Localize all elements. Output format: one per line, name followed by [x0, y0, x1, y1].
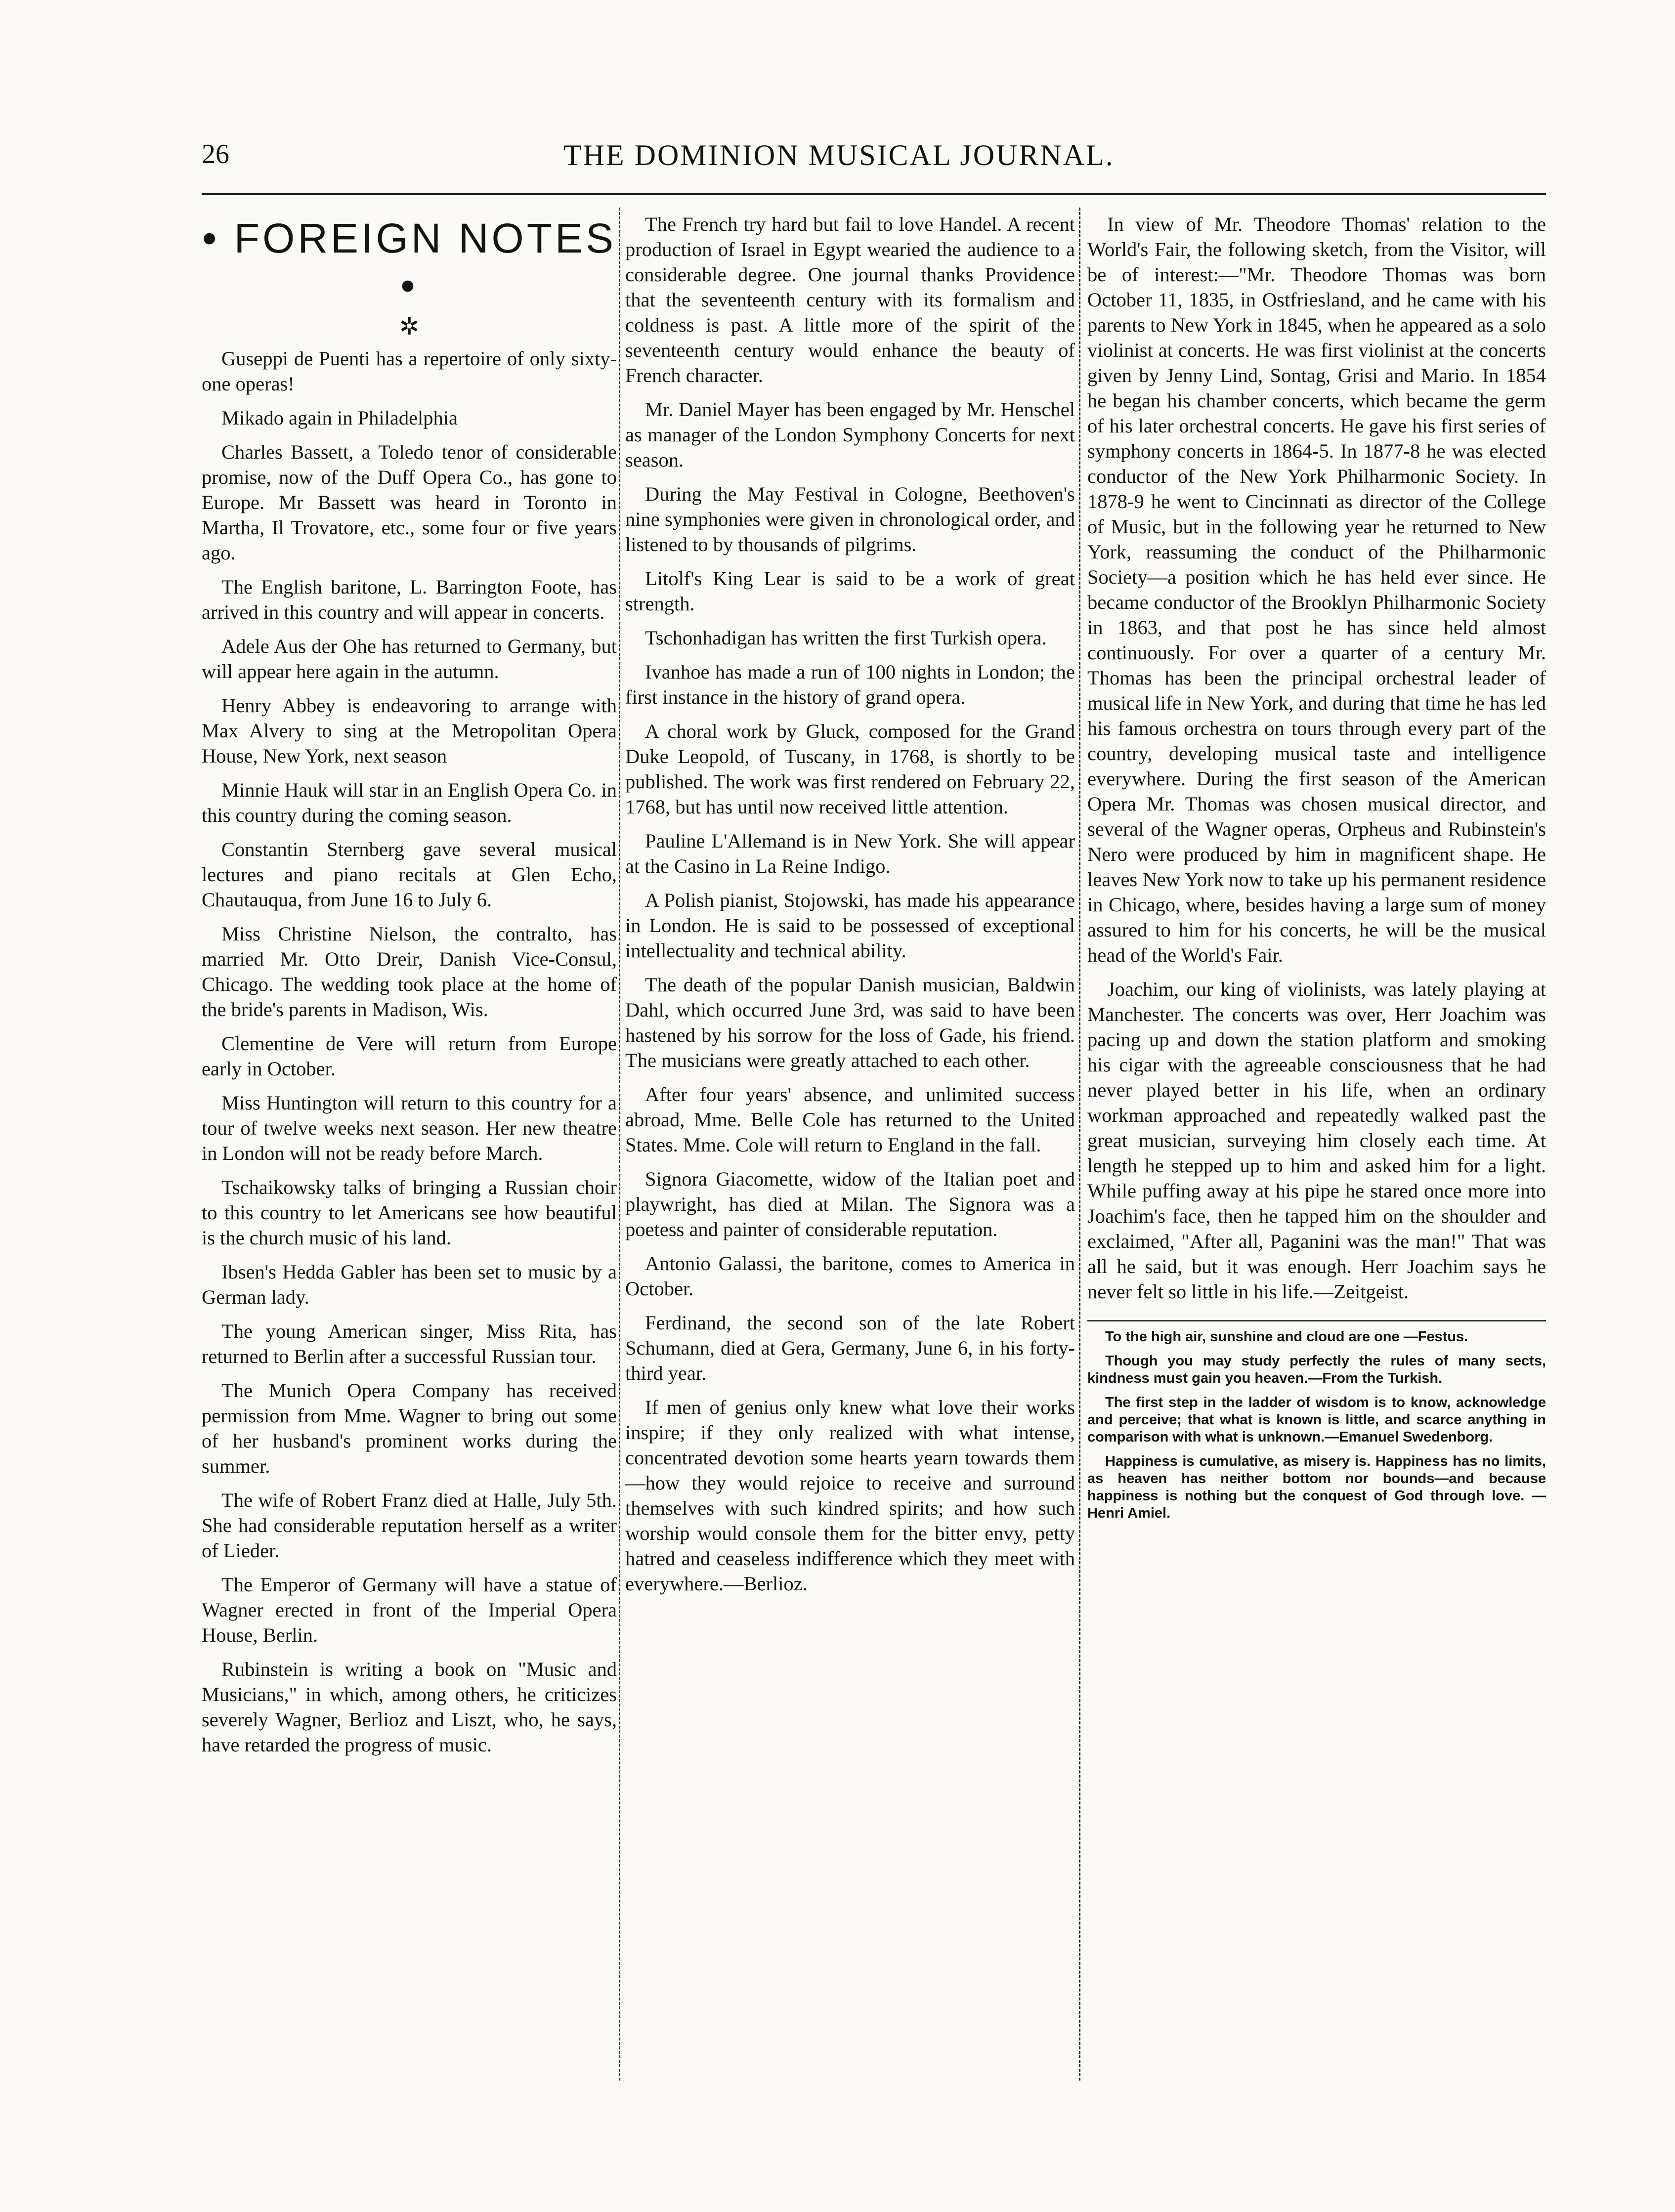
news-item: Adele Aus der Ohe has returned to Germany, but will appear here again in the autumn. [202, 635, 617, 682]
news-item: A Polish pianist, Stojowski, has made his appearance in London. He is said to be possessed of exceptional intellectuality and technical ability. [625, 889, 1075, 962]
news-item: During the May Festival in Cologne, Beethoven's nine symphonies were given in chronological order, and listened to by thousands of pilgrims. [625, 483, 1075, 555]
news-item: Guseppi de Puenti has a repertoire of only sixty-one operas! [202, 347, 617, 395]
notes-list [202, 346, 617, 1757]
news-item: The young American singer, Miss Rita, has returned to Berlin after a successful Russian tour. [202, 1320, 617, 1367]
news-item: The French try hard but fail to love Handel. A recent production of Israel in Egypt wearied the audience to a considerable degree. One journal thanks Providence that the seventeenth century with its formalism and coldness is past. A little more of the spirit of the seventeenth century would enhance the beauty of French character. [625, 213, 1075, 386]
quote-item: Happiness is cumulative, as misery is. Happiness has no limits, as heaven has neither bottom nor bounds—and because happiness is nothing but the conquest of God through love. —Henri Amiel. [1087, 1453, 1546, 1521]
news-item: Litolf's King Lear is said to be a work of great strength. [625, 567, 1075, 615]
news-item: Mr. Daniel Mayer has been engaged by Mr. Henschel as manager of the London Symphony Concerts for next season. [625, 398, 1075, 471]
news-item: The death of the popular Danish musician, Baldwin Dahl, which occurred June 3rd, was said to have been hastened by his sorrow for the loss of Gade, his friend. The musicians were greatly attached to each other. [625, 974, 1075, 1071]
news-item: The Emperor of Germany will have a statue of Wagner erected in front of the Imperial Opera House, Berlin. [202, 1574, 617, 1646]
news-item: Pauline L'Allemand is in New York. She will appear at the Casino in La Reine Indigo. [625, 830, 1075, 877]
news-item: A choral work by Gluck, composed for the Grand Duke Leopold, of Tuscany, in 1768, is shortly to be published. The work was first rendered on February 22, 1768, but has until now received little attention. [625, 720, 1075, 818]
column-foreign-notes [202, 212, 617, 1757]
news-item: The Munich Opera Company has received permission from Mme. Wagner to bring out some of her husband's prominent works during the summer. [202, 1379, 617, 1477]
news-item: Clementine de Vere will return from Europe early in October. [202, 1032, 617, 1080]
news-item: Antonio Galassi, the baritone, comes to America in October. [625, 1252, 1075, 1300]
quote-item: The first step in the ladder of wisdom is to know, acknowledge and perceive; that what is known is little, and scarce anything in comparison with what is unknown.—Emanuel Swedenborg. [1087, 1395, 1546, 1445]
header-rule [202, 193, 1546, 195]
news-item: Tschaikowsky talks of bringing a Russian choir to this country to let Americans see how beautiful is the church music of his land. [202, 1176, 617, 1249]
news-item: Miss Christine Nielson, the contralto, has married Mr. Otto Dreir, Danish Vice-Consul, Chicago. The wedding took place at the home of the bride's parents in Madison, Wis. [202, 923, 617, 1021]
column-divider [619, 208, 620, 2081]
quote-item: Though you may study perfectly the rules of many sects, kindness must gain you heaven.—From the Turkish. [1087, 1353, 1546, 1386]
news-item: Tschonhadigan has written the first Turkish opera. [645, 627, 1047, 649]
ornament-icon: ✲ [399, 314, 420, 340]
news-item: Ferdinand, the second son of the late Robert Schumann, died at Gera, Germany, June 6, in his forty-third year. [625, 1312, 1075, 1384]
news-item: Miss Huntington will return to this country for a tour of twelve weeks next season. Her new theatre in London will not be ready before March. [202, 1092, 617, 1164]
news-item: Charles Bassett, a Toledo tenor of considerable promise, now of the Duff Opera Co., has gone to Europe. Mr Bassett was heard in Toronto in Martha, Il Trovatore, etc., some four or five years ago. [202, 441, 617, 564]
news-item: Constantin Sternberg gave several musical lectures and piano recitals at Glen Echo, Chautauqua, from June 16 to July 6. [202, 838, 617, 911]
section-title: • FOREIGN NOTES • [202, 215, 617, 309]
column-middle [625, 212, 1075, 1596]
news-item: After four years' absence, and unlimited success abroad, Mme. Belle Cole has returned to the United States. Mme. Cole will return to England in the fall. [625, 1083, 1075, 1156]
page-number: 26 [202, 139, 229, 170]
article-joachim: Joachim, our king of violinists, was lately playing at Manchester. The concerts was over, Herr Joachim was pacing up and down the station platform and smoking his cigar with the agreeable consciousness that he had never played better in his life, when an ordinary workman approached and repeatedly walked past the great musician, surveying him closely each time. At length he stepped up to him and asked him for a light. While puffing away at his pipe he stared once more into Joachim's face, then he tapped him on the shoulder and exclaimed, "After all, Paganini was the man!" That was all he said, but it was enough. Herr Joachim says he never felt so little in his life.—Zeitgeist. [1087, 978, 1546, 1303]
quote-item: To the high air, sunshine and cloud are one —Festus. [1105, 1329, 1468, 1345]
news-item: Ivanhoe has made a run of 100 nights in London; the first instance in the history of grand opera. [625, 661, 1075, 708]
news-item: Minnie Hauk will star in an English Opera Co. in this country during the coming season. [202, 779, 617, 826]
journal-title: THE DOMINION MUSICAL JOURNAL. [563, 139, 1115, 171]
article-theodore-thomas: In view of Mr. Theodore Thomas' relation to the World's Fair, the following sketch, from the Visitor, will be of interest:—"Mr. Theodore Thomas was born October 11, 1835, in Ostfriesland, and he came with his parents to New York in 1845, when he appeared as a solo violinist at concerts. He was first violinist at the concerts given by Jenny Lind, Sontag, Grisi and Mario. In 1854 he began his chamber concerts, which became the germ of his later orchestral concerts. He gave his first series of symphony concerts in 1864-5. In 1877-8 he was elected conductor of the New York Philharmonic Society. In 1878-9 he went to Cincinnati as director of the College of Music, but in the following year he returned to New York, reassuming the conduct of the Philharmonic Society—a position which he has held ever since. He became conductor of the Brooklyn Philharmonic Society in 1863, and that post he has since held almost continuously. For over a quarter of a century Mr. Thomas has been the principal orchestral leader of musical life in New York, and during that time he has led his famous orchestra on tours through every part of the country, developing musical taste and intelligence everywhere. During the first season of the American Opera Mr. Thomas was chosen musical director, and several of the Wagner operas, Orpheus and Rubinstein's Nero were produced by him in magnificent shape. He leaves New York now to take up his permanent residence in Chicago, where, besides having a large sum of money assured to him for his concerts, he will be the musical head of the World's Fair. [1087, 213, 1546, 966]
news-item: The English baritone, L. Barrington Foote, has arrived in this country and will appear in concerts. [202, 576, 617, 623]
column-divider [1079, 208, 1080, 2081]
news-item: The wife of Robert Franz died at Halle, July 5th. She had considerable reputation herself as a writer of Lieder. [202, 1489, 617, 1562]
news-item: Mikado again in Philadelphia [221, 407, 458, 429]
news-item: If men of genius only knew what love their works inspire; if they only realized with what intense, concentrated devotion some hearts yearn towards them—how they would rejoice to receive and surround themselves with such kindred spirits; and how such worship would console them for the bitter envy, petty hatred and ceaseless indifference which they meet with everywhere.—Berlioz. [625, 1396, 1075, 1595]
news-item: Henry Abbey is endeavoring to arrange with Max Alvery to sing at the Metropolitan Opera House, New York, next season [202, 694, 617, 767]
page-header [0, 138, 1675, 193]
news-item: Rubinstein is writing a book on "Music and Musicians," in which, among others, he criticizes severely Wagner, Berlioz and Liszt, who, he says, have retarded the progress of music. [202, 1658, 617, 1756]
quotes-box [1087, 1320, 1546, 1522]
column-right [1087, 212, 1546, 1522]
news-item: Signora Giacomette, widow of the Italian poet and playwright, has died at Milan. The Signora was a poetess and painter of considerable reputation. [625, 1168, 1075, 1240]
news-item: Ibsen's Hedda Gabler has been set to music by a German lady. [202, 1261, 617, 1308]
